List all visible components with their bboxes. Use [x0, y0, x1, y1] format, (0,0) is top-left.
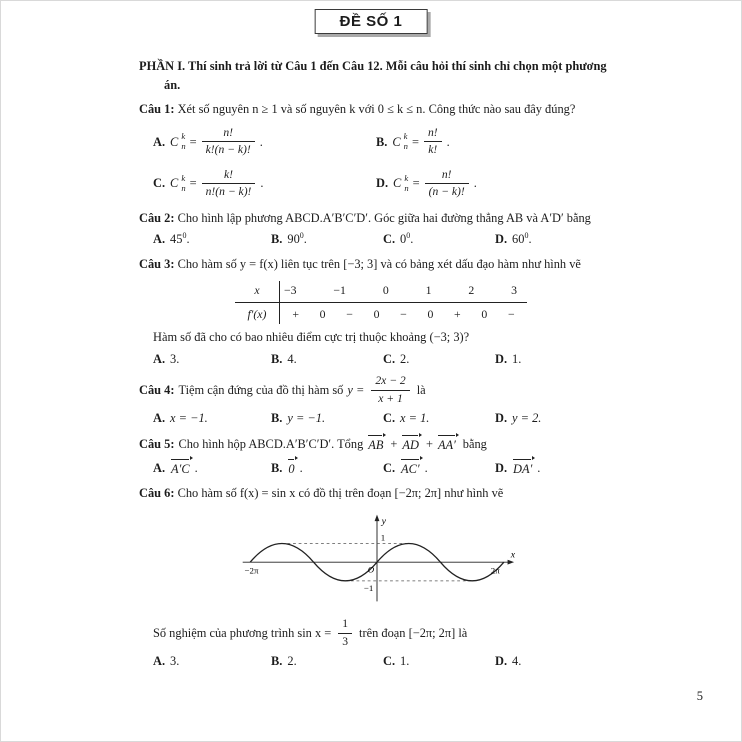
option-value: $0^0$. — [400, 231, 414, 247]
option-b[interactable] — [271, 350, 383, 369]
superscript: k — [404, 173, 409, 184]
option-label: B. — [271, 654, 283, 669]
question-label: Câu 5: — [139, 437, 175, 452]
denominator: (n − k)! — [428, 185, 465, 199]
option-a[interactable] — [153, 458, 271, 479]
option-label: B. — [271, 411, 283, 426]
option-d[interactable] — [495, 230, 619, 249]
option-c[interactable] — [383, 409, 495, 428]
degree-superscript: 0 — [299, 231, 304, 241]
sign-value: + — [292, 306, 299, 321]
question-label: Câu 6: — [139, 486, 175, 501]
question-text: Số nghiệm của phương trình sin x = — [153, 626, 332, 641]
math-symbol: C — [170, 134, 179, 149]
math-symbol: C — [170, 176, 179, 191]
question-4-options — [153, 409, 619, 428]
question-4 — [139, 374, 619, 406]
question-5-options — [153, 458, 619, 479]
denominator: 3 — [342, 634, 349, 648]
option-value: 1. — [512, 351, 522, 366]
option-d[interactable] — [495, 409, 619, 428]
page-number: 5 — [696, 689, 703, 703]
x-value: 1 — [425, 282, 432, 297]
subscript: n — [404, 182, 409, 193]
option-value: $45^0$. — [170, 231, 190, 247]
question-text: Cho hàm số y = f(x) liên tục trên [−3; 3] và có bảng xét dấu đạo hàm như hình vẽ — [177, 256, 581, 271]
option-d[interactable] — [495, 458, 619, 479]
fraction — [424, 126, 442, 158]
question-text-post: là — [416, 383, 426, 398]
question-3-subtext: Hàm số đã cho có bao nhiêu điểm cực trị thuộc khoảng (−3; 3)? — [153, 330, 470, 345]
x-values-row — [280, 281, 527, 303]
option-label: A. — [153, 134, 166, 149]
period: . — [424, 460, 428, 475]
option-b[interactable] — [376, 126, 619, 158]
vector-aa-prime: AA′ — [437, 434, 459, 455]
math-symbol: C — [393, 176, 402, 191]
option-c[interactable] — [383, 350, 495, 369]
superscript: k — [403, 131, 408, 142]
period: . — [194, 460, 198, 475]
option-label: C. — [383, 232, 396, 247]
content — [139, 57, 619, 677]
sign-value: 0 — [319, 306, 326, 321]
y-axis-arrow — [375, 514, 380, 521]
denominator: n!(n − k)! — [205, 185, 252, 199]
option-label: A. — [153, 654, 166, 669]
option-label: A. — [153, 411, 166, 426]
numerator: n! — [202, 126, 255, 142]
period: . — [537, 460, 541, 475]
question-6-options — [153, 652, 619, 671]
subscript: n — [181, 140, 186, 151]
equals-sign: = — [412, 176, 420, 191]
option-label: B. — [271, 351, 283, 366]
period: . — [446, 134, 450, 149]
sign-values-row — [280, 303, 527, 324]
question-label: Câu 1: — [139, 102, 175, 117]
question-text: Xét số nguyên n ≥ 1 và số nguyên k với 0 ≤ k ≤ n. Công thức nào sau đây đúng? — [177, 102, 576, 117]
question-text: Tiệm cận đứng của đồ thị hàm số — [178, 383, 344, 398]
sine-graph — [237, 509, 517, 606]
fraction — [425, 168, 469, 200]
option-value: 4. — [287, 351, 297, 366]
math-scripts — [404, 132, 408, 151]
option-value: 3. — [170, 351, 180, 366]
sign-value: 0 — [427, 306, 434, 321]
question-text-post: trên đoạn [−2π; 2π] là — [359, 626, 468, 641]
option-a[interactable] — [153, 230, 271, 249]
option-label: B. — [271, 460, 283, 475]
sign-value: + — [454, 306, 461, 321]
sign-table-labels — [235, 281, 280, 325]
option-c[interactable] — [383, 458, 495, 479]
numerator: 1 — [338, 617, 352, 633]
question-5 — [139, 434, 619, 455]
question-1-options — [153, 126, 619, 200]
period: . — [260, 176, 264, 191]
denominator: k! — [428, 143, 438, 157]
option-label: D. — [495, 232, 508, 247]
vector-ad: AD — [401, 434, 422, 455]
option-label: D. — [495, 411, 508, 426]
question-text: Cho hàm số f(x) = sin x có đồ thị trên đoạn [−2π; 2π] như hình vẽ — [177, 486, 504, 501]
denominator: x + 1 — [378, 391, 403, 405]
x-value: −3 — [284, 282, 297, 297]
option-label: D. — [495, 351, 508, 366]
question-2 — [139, 209, 619, 228]
fraction — [202, 168, 256, 200]
vector-ab: AB — [367, 434, 386, 455]
option-a[interactable] — [153, 409, 271, 428]
math-scripts — [404, 174, 408, 193]
sign-value: − — [400, 306, 407, 321]
equals-sign: = — [189, 134, 197, 149]
degree-superscript: 0 — [182, 231, 187, 241]
sign-value: − — [507, 306, 515, 321]
option-value: y = −1. — [287, 411, 326, 426]
plus-sign: + — [390, 437, 398, 452]
option-label: C. — [383, 411, 396, 426]
fraction — [338, 617, 352, 649]
option-value: x = −1. — [170, 411, 208, 426]
vector-value: 0 — [287, 458, 297, 479]
option-value: $90^0$. — [287, 231, 307, 247]
option-label: D. — [376, 176, 389, 191]
fraction — [371, 374, 409, 406]
equals-sign: = — [411, 134, 419, 149]
equals-sign: = — [189, 176, 197, 191]
option-label: B. — [376, 134, 388, 149]
option-c[interactable] — [383, 230, 495, 249]
question-label: Câu 3: — [139, 256, 175, 271]
sign-value: 0 — [481, 306, 488, 321]
numerator: n! — [424, 126, 442, 142]
table-row2-label: f′(x) — [247, 306, 267, 321]
option-label: D. — [495, 654, 508, 669]
option-a[interactable] — [153, 126, 376, 158]
option-value: 2. — [400, 351, 410, 366]
x-left-label: −2π — [244, 565, 259, 576]
question-6-subtext — [153, 617, 619, 649]
math-scripts — [181, 174, 185, 193]
option-label: A. — [153, 351, 166, 366]
x-value: 0 — [382, 282, 389, 297]
vector-value: AC′ — [400, 458, 423, 479]
math-scripts — [181, 132, 185, 151]
option-value: 4. — [512, 654, 522, 669]
option-label: A. — [153, 460, 166, 475]
subscript: n — [403, 140, 408, 151]
exam-title-box — [315, 9, 428, 34]
option-value: 1. — [400, 654, 410, 669]
y-min-label: −1 — [363, 582, 374, 593]
math-lhs: y = — [347, 383, 365, 398]
numerator: 2x − 2 — [371, 374, 409, 390]
option-label: B. — [271, 232, 283, 247]
sign-table-values — [280, 281, 527, 325]
sign-value: 0 — [373, 306, 380, 321]
option-a[interactable] — [153, 350, 271, 369]
option-value: 3. — [170, 654, 180, 669]
sign-table — [235, 281, 527, 325]
y-max-label: 1 — [380, 532, 386, 543]
option-d[interactable] — [495, 350, 619, 369]
option-c[interactable] — [153, 168, 376, 200]
option-value: 2. — [287, 654, 297, 669]
question-label: Câu 4: — [139, 383, 175, 398]
x-value: 3 — [511, 282, 517, 297]
plus-sign: + — [425, 437, 433, 452]
question-3-options — [153, 350, 619, 369]
question-text: Cho hình hộp ABCD.A′B′C′D′. Tổng — [178, 437, 364, 452]
period: . — [299, 460, 303, 475]
question-2-options — [153, 230, 619, 249]
x-right-label: 2π — [490, 565, 500, 576]
option-label: C. — [383, 351, 396, 366]
option-d[interactable] — [376, 168, 619, 200]
origin-label: O — [367, 564, 375, 575]
option-label: D. — [495, 460, 508, 475]
numerator: n! — [425, 168, 469, 184]
x-value: −1 — [333, 282, 346, 297]
fraction — [202, 126, 255, 158]
question-6 — [139, 484, 619, 503]
exam-title: ĐỀ SỐ 1 — [339, 13, 403, 30]
numerator: k! — [202, 168, 256, 184]
superscript: k — [181, 131, 186, 142]
denominator: k!(n − k)! — [205, 143, 251, 157]
question-1 — [139, 100, 619, 119]
vector-value: A′C — [170, 458, 193, 479]
option-a[interactable] — [153, 652, 271, 671]
y-axis-label: y — [381, 515, 387, 527]
option-d[interactable] — [495, 652, 619, 671]
option-b[interactable] — [271, 652, 383, 671]
degree-superscript: 0 — [406, 231, 411, 241]
x-axis-label: x — [510, 549, 516, 561]
option-label: C. — [383, 460, 396, 475]
question-text: Cho hình lập phương ABCD.A′B′C′D′. Góc giữa hai đường thẳng AB và A′D′ bằng — [177, 210, 591, 225]
option-b[interactable] — [271, 409, 383, 428]
option-b[interactable] — [271, 458, 383, 479]
option-c[interactable] — [383, 652, 495, 671]
sign-value: − — [346, 306, 353, 321]
part-heading: PHẦN I. Thí sinh trả lời từ Câu 1 đến Câu 12. Mỗi câu hỏi thí sinh chỉ chọn một phương án. — [139, 59, 607, 92]
option-value: x = 1. — [400, 411, 430, 426]
table-row1-label: x — [235, 281, 279, 303]
sine-graph-container — [237, 509, 619, 612]
question-text-post: bằng — [462, 437, 487, 452]
vector-value: DA′ — [512, 458, 535, 479]
option-b[interactable] — [271, 230, 383, 249]
question-3 — [139, 255, 619, 274]
option-label: C. — [383, 654, 396, 669]
degree-superscript: 0 — [524, 231, 529, 241]
x-value: 2 — [468, 282, 475, 297]
period: . — [473, 176, 477, 191]
subscript: n — [181, 182, 186, 193]
question-label: Câu 2: — [139, 210, 175, 225]
option-label: C. — [153, 176, 166, 191]
option-label: A. — [153, 232, 166, 247]
math-symbol: C — [392, 134, 401, 149]
option-value: $60^0$. — [512, 231, 532, 247]
period: . — [259, 134, 263, 149]
superscript: k — [181, 173, 186, 184]
option-value: y = 2. — [512, 411, 542, 426]
